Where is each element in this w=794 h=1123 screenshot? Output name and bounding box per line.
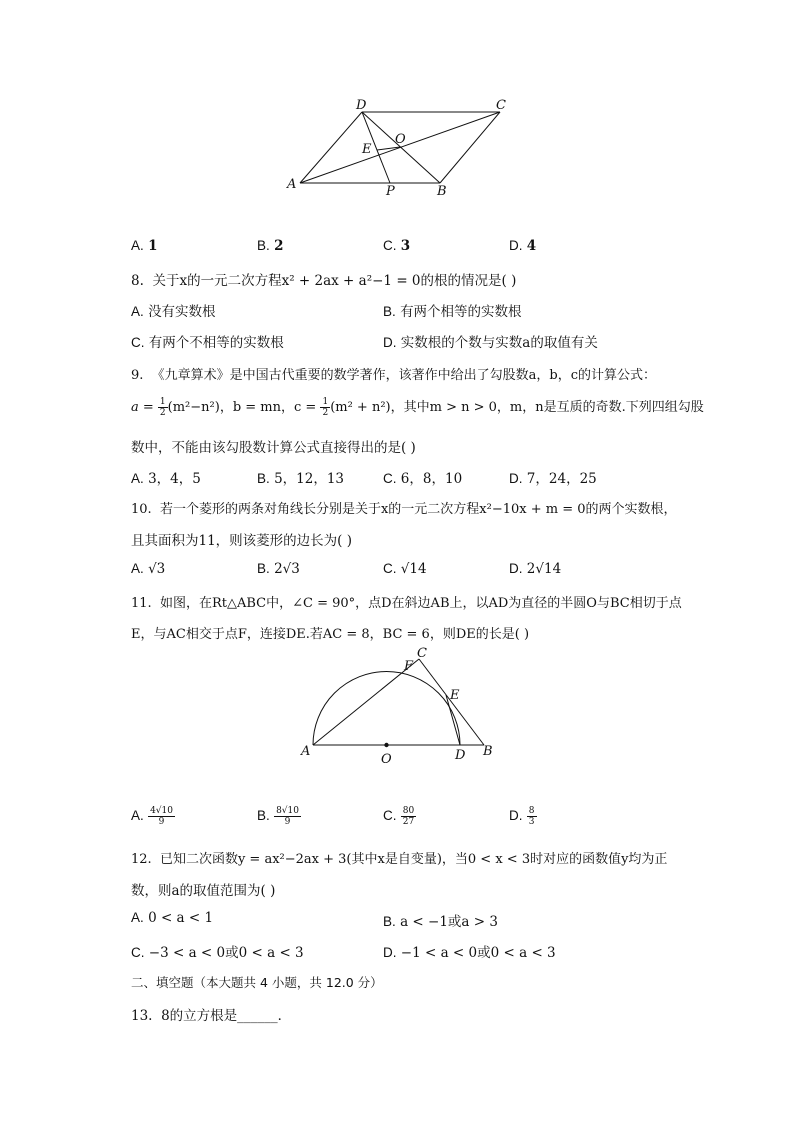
q7-option-c[interactable] <box>383 238 410 254</box>
question-text: E，与AC相交于点F，连接DE.若AC = 8，BC = 6，则DE的长是( ) <box>131 627 530 642</box>
option-label: C. <box>383 238 397 253</box>
option-label: A. <box>131 808 144 823</box>
question-number: 13. <box>131 1008 153 1024</box>
question-number: 12. <box>131 852 152 867</box>
label-a: A <box>287 177 297 192</box>
option-fraction: $\frac{80}{27}$ <box>402 806 415 827</box>
formula-a-lhs: a = <box>131 400 154 415</box>
label-d: D <box>356 98 367 113</box>
q8-option-a[interactable] <box>131 300 216 320</box>
q10-option-c[interactable] <box>383 561 427 577</box>
q10-line-1 <box>131 498 677 517</box>
option-text: 3，4，5 <box>148 471 201 487</box>
q12-option-b[interactable] <box>383 910 498 930</box>
q9-option-a[interactable] <box>131 467 201 487</box>
q7-option-a[interactable] <box>131 238 157 254</box>
option-label: B. <box>257 808 270 823</box>
diagonal-db <box>362 112 440 183</box>
option-text: √3 <box>148 561 166 577</box>
formula-c-rhs: (m² + n²)，其中m > n > 0，m，n是互质的奇数.下列四组勾股 <box>330 400 704 415</box>
option-label: D. <box>383 945 397 960</box>
label-e: E <box>362 142 372 157</box>
q11-line-2 <box>131 623 529 642</box>
option-text: 3 <box>400 238 411 254</box>
q11-option-a[interactable] <box>131 806 175 827</box>
option-text: 0 < a < 1 <box>148 910 214 926</box>
option-label: B. <box>257 471 270 486</box>
option-text: √14 <box>400 561 427 577</box>
q9-line-3 <box>131 436 416 456</box>
q12-option-c[interactable] <box>131 941 304 961</box>
q7-option-d[interactable] <box>509 238 536 254</box>
parallelogram-figure <box>280 92 520 204</box>
label-d: D <box>455 748 466 763</box>
question-text: 若一个菱形的两条对角线长分别是关于x的一元二次方程x²−10x + m = 0的两个实数根， <box>159 502 677 517</box>
option-label: B. <box>383 304 396 319</box>
option-label: C. <box>131 335 145 350</box>
option-label: D. <box>509 238 523 253</box>
option-label: B. <box>257 238 270 253</box>
label-p: P <box>386 184 395 199</box>
label-c: C <box>417 646 427 661</box>
label-b: B <box>483 744 493 759</box>
q12-option-d[interactable] <box>383 941 556 961</box>
q12-line-2 <box>131 879 275 899</box>
question-number: 10. <box>131 502 152 517</box>
q9-option-d[interactable] <box>509 467 597 487</box>
q10-option-a[interactable] <box>131 561 165 577</box>
question-number: 8. <box>131 273 144 289</box>
q12-option-a[interactable] <box>131 910 213 926</box>
option-label: A. <box>131 304 144 319</box>
q10-option-d[interactable] <box>509 561 561 577</box>
question-text: 关于x的一元二次方程x² + 2ax + a²−1 = 0的根的情况是( ) <box>152 273 517 289</box>
option-fraction: $\frac{8}{3}$ <box>528 806 535 827</box>
option-text: 没有实数根 <box>148 304 216 320</box>
option-label: D. <box>509 471 523 486</box>
option-fraction: $\frac{8√10}{9}$ <box>276 806 299 827</box>
q8-stem <box>131 269 516 289</box>
option-label: A. <box>131 471 144 486</box>
option-text: 2√3 <box>274 561 300 577</box>
question-text: 数中，不能由该勾股数计算公式直接得出的是( ) <box>131 440 416 456</box>
option-text: 7，24，25 <box>526 471 597 487</box>
q8-option-c[interactable] <box>131 331 284 351</box>
option-label: D. <box>509 808 523 823</box>
q7-option-b[interactable] <box>257 238 283 254</box>
label-f: F <box>404 659 414 674</box>
option-label: B. <box>257 561 270 576</box>
option-text: 1 <box>148 238 158 254</box>
q11-option-d[interactable] <box>509 806 537 827</box>
label-c: C <box>496 98 506 113</box>
option-label: C. <box>383 561 397 576</box>
option-text: 2 <box>274 238 284 254</box>
semicircle-figure <box>296 645 506 770</box>
option-label: D. <box>509 561 523 576</box>
q9-line-1 <box>131 364 656 383</box>
q11-line-1 <box>131 592 682 611</box>
q9-option-c[interactable] <box>383 467 462 487</box>
q8-option-d[interactable] <box>383 331 598 351</box>
option-label: C. <box>383 808 397 823</box>
question-text: 8的立方根是______． <box>161 1008 292 1024</box>
option-text: −1 < a < 0或0 < a < 3 <box>400 945 556 961</box>
q9-line-2 <box>131 396 704 418</box>
q11-option-b[interactable] <box>257 806 301 827</box>
q13-stem <box>131 1004 291 1024</box>
option-text: 6，8，10 <box>400 471 463 487</box>
q10-option-b[interactable] <box>257 561 300 577</box>
question-text: 数，则a的取值范围为( ) <box>131 883 276 899</box>
section-heading: 二、填空题（本大题共 4 小题，共 12.0 分） <box>131 975 383 990</box>
question-text: 已知二次函数y = ax²−2ax + 3(其中x是自变量)，当0 < x < 3时对应的函数值y均为正 <box>159 852 668 867</box>
center-point-o <box>384 743 388 747</box>
label-b: B <box>437 184 447 199</box>
option-label: C. <box>383 471 397 486</box>
label-a: A <box>301 744 311 759</box>
option-text: 5，12，13 <box>274 471 345 487</box>
q9-option-b[interactable] <box>257 467 344 487</box>
fraction-half: $\frac{1}{2}$ <box>322 397 329 418</box>
option-label: A. <box>131 910 144 925</box>
option-text: 4 <box>526 238 537 254</box>
label-e: E <box>450 688 460 703</box>
option-text: 2√14 <box>526 561 562 577</box>
option-text: −3 < a < 0或0 < a < 3 <box>148 945 304 961</box>
option-fraction: $\frac{4√10}{9}$ <box>150 806 173 827</box>
option-label: A. <box>131 561 144 576</box>
option-label: C. <box>131 945 145 960</box>
option-text: 有两个不相等的实数根 <box>148 335 284 351</box>
question-text: 如图，在Rt△ABC中，∠C = 90°，点D在斜边AB上，以AD为直径的半圆O与BC相切于点 <box>159 596 682 611</box>
option-text: a < −1或a > 3 <box>400 914 498 930</box>
q11-option-c[interactable] <box>383 806 416 827</box>
q8-option-b[interactable] <box>383 300 522 320</box>
question-number: 9. <box>131 368 144 383</box>
question-text: 《九章算术》是中国古代重要的数学著作，该著作中给出了勾股数a，b，c的计算公式： <box>151 368 657 383</box>
question-number: 11. <box>131 596 152 611</box>
option-label: D. <box>383 335 397 350</box>
q12-line-1 <box>131 848 667 867</box>
option-text: 实数根的个数与实数a的取值有关 <box>400 335 598 351</box>
question-text: 且其面积为11，则该菱形的边长为( ) <box>131 533 353 549</box>
option-label: A. <box>131 238 144 253</box>
fraction-half: $\frac{1}{2}$ <box>159 397 166 418</box>
semicircle-arc <box>313 672 460 746</box>
formula-a-rhs: (m²−n²)，b = mn，c = <box>167 400 317 415</box>
label-o: O <box>395 132 406 147</box>
q10-line-2 <box>131 529 352 549</box>
option-text: 有两个相等的实数根 <box>400 304 522 320</box>
option-label: B. <box>383 914 396 929</box>
label-o: O <box>381 752 392 767</box>
